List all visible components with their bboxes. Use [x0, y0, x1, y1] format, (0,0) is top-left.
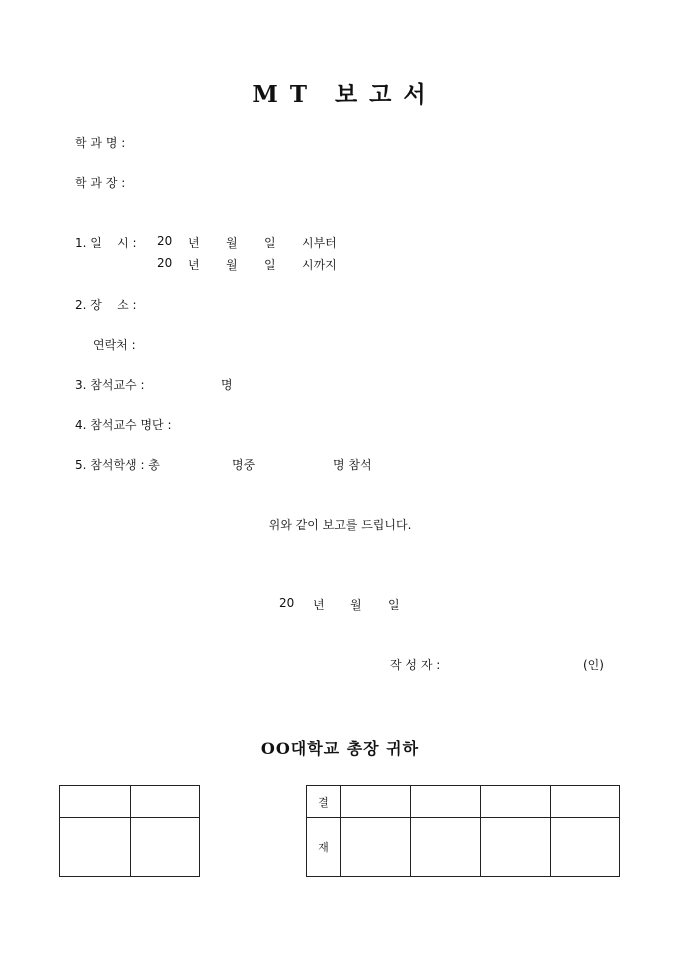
left-signature-box	[59, 785, 200, 877]
left-box-cell	[60, 818, 131, 877]
schedule-line-1-year-unit: 년	[188, 236, 200, 250]
date-month-unit: 월	[350, 598, 362, 612]
schedule-line-1-year: 20	[157, 234, 173, 248]
schedule-line-2-hour-until: 시까지	[302, 258, 337, 272]
left-box-cell	[60, 786, 131, 818]
schedule-line-2-year-unit: 년	[188, 258, 200, 272]
approval-cell	[341, 786, 411, 818]
professors-label: 3. 참석교수 :	[75, 378, 145, 392]
contact-label: 연락처 :	[93, 338, 136, 352]
addressee: OO대학교 총장 귀하	[260, 739, 420, 758]
left-box-cell	[131, 818, 200, 877]
title-part-1: M T	[252, 81, 309, 108]
schedule-line-2-day-unit: 일	[264, 258, 276, 272]
schedule-line-1-hour-from: 시부터	[302, 236, 337, 250]
students-label: 5. 참석학생 : 총	[75, 458, 160, 472]
dept-name-label: 학 과 명 :	[75, 136, 126, 150]
approval-label-top: 결	[307, 786, 341, 818]
schedule-line-2-year: 20	[157, 256, 173, 270]
approval-cell	[551, 818, 620, 877]
approval-cell	[551, 786, 620, 818]
date-year: 20	[279, 596, 295, 610]
professors-unit: 명	[221, 378, 233, 392]
approval-cell	[411, 818, 481, 877]
approval-label-bottom: 재	[307, 818, 341, 877]
schedule-line-1-day-unit: 일	[264, 236, 276, 250]
approval-cell	[411, 786, 481, 818]
author-seal: (인)	[583, 658, 604, 672]
approval-box	[306, 785, 620, 877]
date-day-unit: 일	[388, 598, 400, 612]
place-label: 2. 장 소 :	[75, 298, 137, 312]
professor-list-label: 4. 참석교수 명단 :	[75, 418, 172, 432]
page-title	[0, 76, 680, 109]
schedule-line-2-month-unit: 월	[226, 258, 238, 272]
date-year-unit: 년	[313, 598, 325, 612]
schedule-line-1-month-unit: 월	[226, 236, 238, 250]
approval-cell	[481, 818, 551, 877]
approval-cell	[481, 786, 551, 818]
schedule-label: 1. 일 시 :	[75, 236, 137, 250]
title-part-2: 보 고 서	[334, 81, 428, 108]
report-statement: 위와 같이 보고를 드립니다.	[268, 518, 412, 532]
author-label: 작 성 자 :	[390, 658, 441, 672]
dept-head-label: 학 과 장 :	[75, 176, 126, 190]
left-box-cell	[131, 786, 200, 818]
students-unit-2: 명 참석	[333, 458, 372, 472]
students-unit-1: 명중	[232, 458, 256, 472]
approval-cell	[341, 818, 411, 877]
